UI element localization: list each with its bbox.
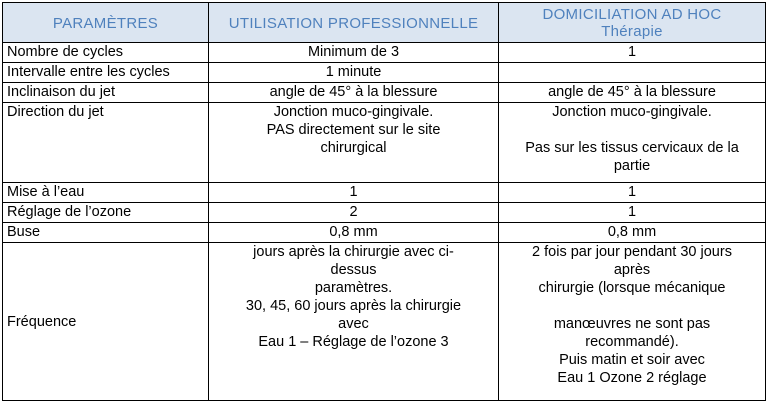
row-home-value: 1: [499, 43, 766, 63]
row-label: Nombre de cycles: [3, 43, 209, 63]
row-pro-value: [209, 243, 499, 401]
text-line: partie: [613, 158, 651, 174]
row-pro-value: 1 minute: [209, 63, 499, 83]
row-pro-value: Minimum de 3: [209, 43, 499, 63]
table-row: [3, 203, 766, 223]
text-line: Pas sur les tissus cervicaux de la: [525, 140, 739, 156]
text-line: PAS directement sur le site: [266, 122, 441, 138]
table-row: [3, 83, 766, 103]
text-line: chirurgical: [320, 140, 387, 156]
ozone-parameters-table: [2, 2, 766, 401]
table-row: [3, 43, 766, 63]
header-domiciliation: [499, 3, 766, 43]
text-line: 2 fois par jour pendant 30 jours: [532, 244, 732, 260]
text-line: manœuvres ne sont pas: [553, 316, 711, 332]
header-parametres-text: PARAMÈTRES: [52, 14, 159, 32]
table-row: [3, 103, 766, 183]
text-line: Puis matin et soir avec: [559, 352, 705, 368]
header-home-subtext: Thérapie: [601, 23, 663, 40]
header-pro-text: UTILISATION PROFESSIONNELLE: [228, 14, 479, 32]
text-line: chirurgie (lorsque mécanique: [538, 280, 726, 296]
text-line: 30, 45, 60 jours après la chirurgie: [245, 298, 462, 314]
text-line: jours après la chirurgie avec ci-: [253, 244, 454, 260]
text-line: avec: [338, 316, 369, 332]
row-label: Mise à l’eau: [3, 183, 209, 203]
table-row: [3, 243, 766, 401]
row-pro-value: angle de 45° à la blessure: [209, 83, 499, 103]
row-pro-value: 0,8 mm: [209, 223, 499, 243]
row-label: Inclinaison du jet: [3, 83, 209, 103]
row-home-value: [499, 243, 766, 401]
text-gap: [503, 297, 761, 315]
text-line: Jonction muco-gingivale.: [552, 104, 712, 120]
table-row: [3, 183, 766, 203]
row-pro-value: 2: [209, 203, 499, 223]
row-pro-value: [209, 103, 499, 183]
table-row: [3, 223, 766, 243]
text-gap: [503, 121, 761, 139]
row-pro-value: 1: [209, 183, 499, 203]
row-home-value: angle de 45° à la blessure: [499, 83, 766, 103]
text-line: Eau 1 – Réglage de l’ozone 3: [258, 334, 449, 350]
text-line: paramètres.: [314, 280, 393, 296]
row-label: Réglage de l’ozone: [3, 203, 209, 223]
header-home-text: DOMICILIATION AD HOC: [542, 6, 722, 23]
text-line: après: [613, 262, 651, 278]
header-utilisation-professionnelle: [209, 3, 499, 43]
row-home-value: [499, 103, 766, 183]
row-label: Intervalle entre les cycles: [3, 63, 209, 83]
text-line: Eau 1 Ozone 2 réglage: [557, 370, 707, 386]
row-label: Direction du jet: [3, 103, 209, 183]
row-home-value: 1: [499, 203, 766, 223]
header-parametres: [3, 3, 209, 43]
text-line: dessus: [330, 262, 377, 278]
header-row: [3, 3, 766, 43]
text-line: recommandé).: [585, 334, 679, 350]
text-line: Jonction muco-gingivale.: [273, 104, 434, 120]
row-label: Fréquence: [3, 243, 209, 401]
table-row: [3, 63, 766, 83]
row-label: Buse: [3, 223, 209, 243]
row-home-value: [499, 63, 766, 83]
row-home-value: 0,8 mm: [499, 223, 766, 243]
row-home-value: 1: [499, 183, 766, 203]
